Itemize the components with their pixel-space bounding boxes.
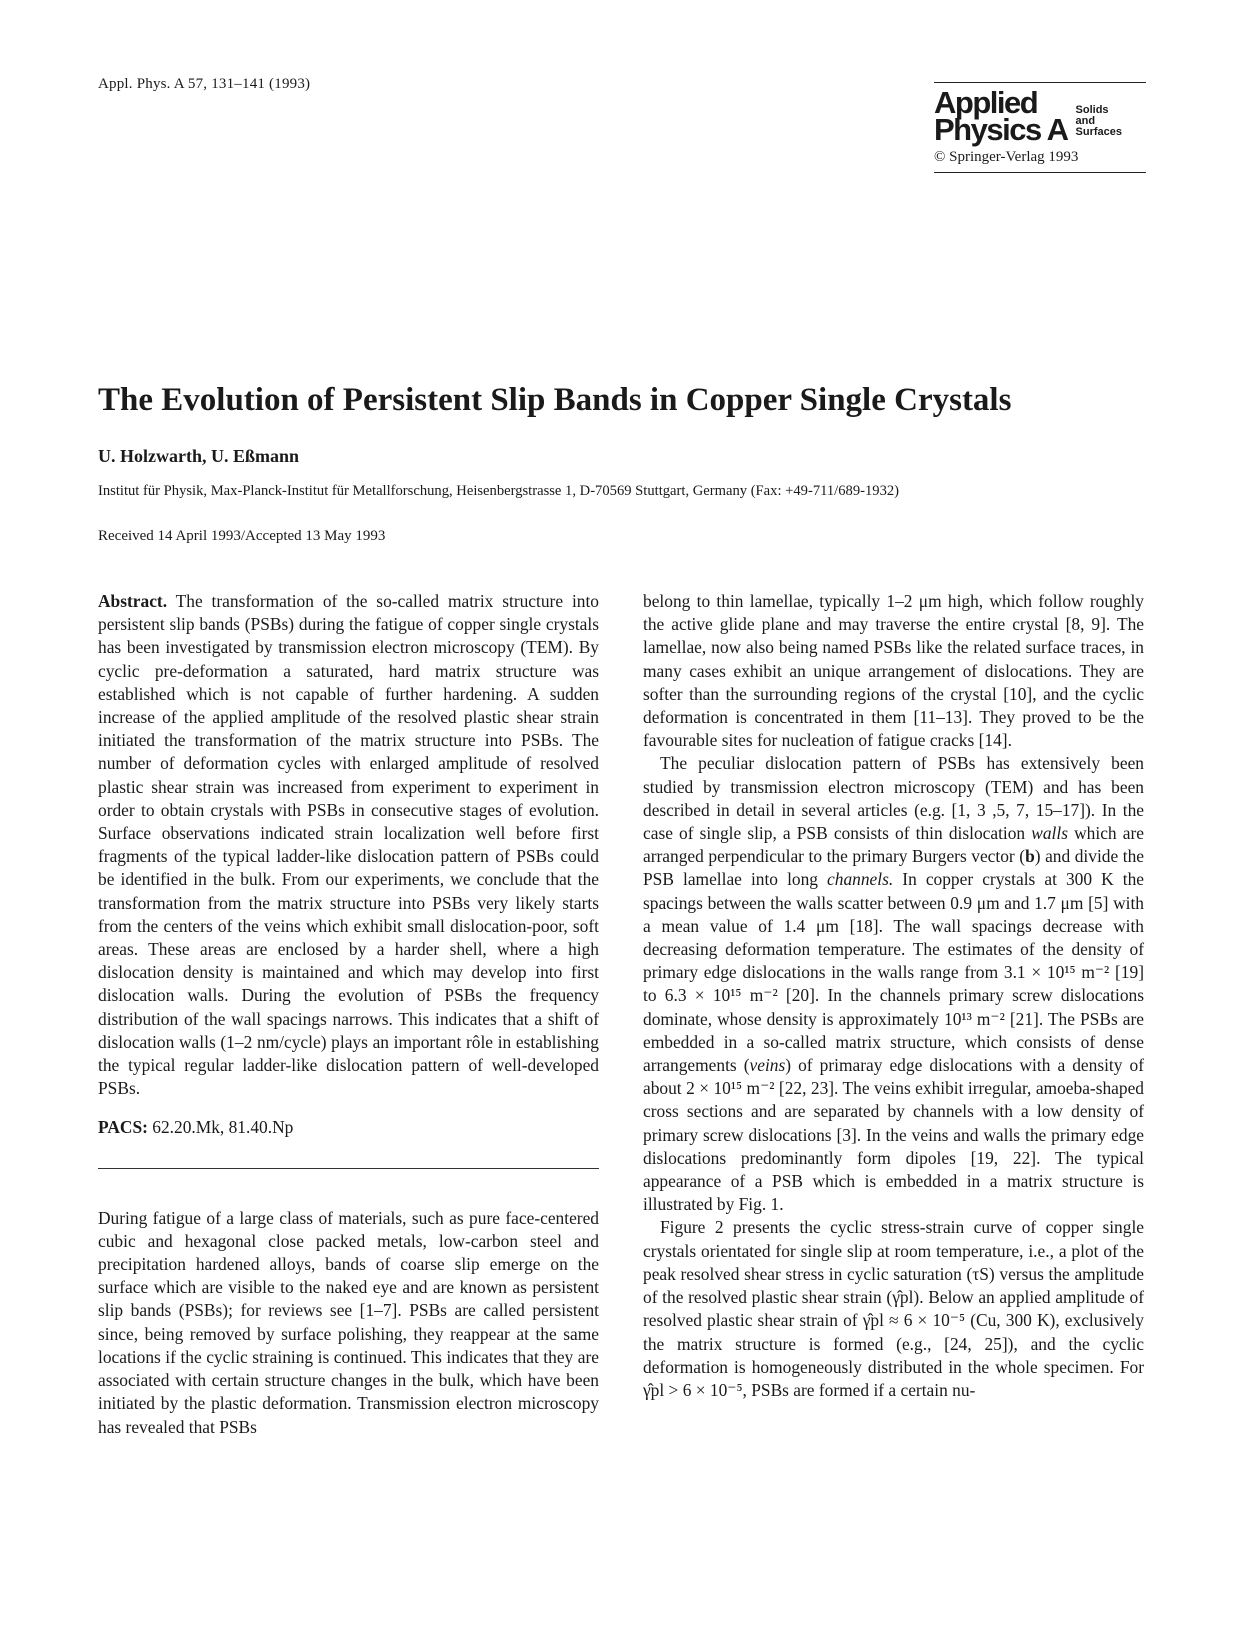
emphasis-walls: walls [1031,823,1068,844]
journal-name [934,85,1068,147]
pacs-text: 62.20.Mk, 81.40.Np [152,1117,294,1138]
right-column [643,590,1144,1402]
paragraph-text: ) and divide the PSB lamellae into long [643,846,1144,890]
received-dates: Received 14 April 1993/Accepted 13 May 1993 [98,528,386,544]
body-paragraph-3: Figure 2 presents the cyclic stress-strain curve of copper single crystals orientated for single slip at room temperature, i.e., a plot of the peak resolved shear stress in cyclic saturation (τS) versus the amplitude of the resolved plastic shear strain (γ̂pl). Below an applied amplitude of resolved plastic shear strain of γ̂pl ≈ 6 × 10⁻⁵ (Cu, 300 K), exclusively the matrix structure is formed (e.g., [24, 25]), and the cyclic deformation is homogeneously distributed in the whole specimen. For γ̂pl > 6 × 10⁻⁵, PSBs are formed if a certain nu- [643,1217,1144,1400]
abstract-text: The transformation of the so-called matrix structure into persistent slip bands (PSBs) during the fatigue of copper single crystals has been investigated by transmission electron microscopy (TEM). By cyclic pre-deformation a saturated, hard matrix structure was established which is not capable of further hardening. A sudden increase of the applied amplitude of the resolved plastic shear strain initiated the transformation of the matrix structure into PSBs. The number of deformation cycles with enlarged amplitude of resolved plastic shear strain was increased from experiment to experiment in order to obtain crystals with PSBs in consecutive stages of evolution. Surface observations indicated strain localization well before first fragments of the typical ladder-like dislocation pattern of PSBs could be identified in the bulk. From our experiments, we conclude that the transformation from the matrix structure into PSBs very likely starts from the centers of the veins which exhibit small dislocation-poor, soft areas. These areas are enclosed by a harder shell, where a high dislocation density is maintained and which may develop into first dislocation walls. During the evolution of PSBs the frequency distribution of the wall spacings narrows. This indicates that a shift of dislocation walls (1–2 nm/cycle) plays an important rôle in establishing the typical regular ladder-like dislocation pattern of well-developed PSBs. [98,591,599,1099]
emphasis-channels: channels. [827,869,894,890]
journal-section-word: and [1075,114,1096,127]
body-paragraph-2 [643,752,1144,1216]
pacs-codes [98,1116,599,1139]
paragraph-text: The peculiar dislocation pattern of PSBs has extensively been studied by transmission electron microscopy (TEM) and has been described in detail in several articles (e.g. [1, 3 ,5, 7, 15–17]). In the case of single slip, a PSB consists of thin dislocation [643,753,1144,844]
paragraph-text: In copper crystals at 300 K the spacings between the walls scatter between 0.9 μm and 1.7 μm [5] with a mean value of 1.4 μm [18]. The wall spacings decrease with decreasing deformation temperature. The estimates of the density of primary edge dislocations in the walls range from 3.1 × 10¹⁵ m⁻² [19] to 6.3 × 10¹⁵ m⁻² [20]. In the channels primary screw dislocations dominate, whose density is approximately 10¹³ m⁻² [21]. The PSBs are embedded in a so-called matrix structure, which consists of dense arrangements ( [643,869,1144,1076]
burgers-vector-symbol: b [1025,846,1035,867]
paragraph-text: ) of primaray edge dislocations with a density of about 2 × 10¹⁵ m⁻² [22, 23]. The veins exhibit irregular, amoeba-shaped cross sections and are separated by channels with a low density of primary screw dislocations [3]. In the veins and walls the primary edge dislocations predominantly form dipoles [19, 22]. The typical appearance of a PSB which is embedded in a matrix structure is illustrated by Fig. 1. [643,1055,1144,1215]
journal-citation: Appl. Phys. A 57, 131–141 (1993) [98,76,311,92]
journal-logo-block [934,82,1146,173]
journal-section-word: Surfaces [1075,125,1123,138]
paper-title: The Evolution of Persistent Slip Bands in Copper Single Crystals [98,382,1012,418]
journal-name-line2: Physics A [934,112,1068,147]
intro-paragraph: During fatigue of a large class of materials, such as pure face-centered cubic and hexagonal close packed metals, low-carbon steel and precipitation hardened alloys, bands of coarse slip emerge on the surface which are visible to the naked eye and are known as persistent slip bands (PSBs); for reviews see [1–7]. PSBs are called persistent since, being removed by surface polishing, they reappear at the same locations if the cyclic straining is continued. This indicates that they are associated with certain structure changes in the bulk, which have been initiated by the plastic deformation. Transmission electron microscopy has revealed that PSBs [98,1207,599,1437]
journal-logo [934,85,1146,147]
journal-section-word: Solids [1075,103,1109,116]
section-divider [98,1168,599,1169]
paragraph-text: which are arranged perpendicular to the primary Burgers vector ( [643,823,1144,867]
abstract-label: Abstract. [98,591,168,611]
copyright-notice: © Springer-Verlag 1993 [934,149,1146,173]
abstract [98,590,599,1100]
pacs-label: PACS: [98,1117,148,1138]
journal-name-line1: Applied [934,85,1038,120]
author-list: U. Holzwarth, U. Eßmann [98,446,300,466]
left-column [98,590,599,1439]
journal-section [1076,95,1122,138]
emphasis-veins: veins [749,1055,786,1076]
body-paragraph-1: belong to thin lamellae, typically 1–2 μm high, which follow roughly the active glide plane and may traverse the entire crystal [8, 9]. The lamellae, now also being named PSBs like the related surface traces, in many cases exhibit an unique arrangement of dislocations. They are softer than the surrounding regions of the crystal [10], and the cyclic deformation is concentrated in them [11–13]. They proved to be the favourable sites for nucleation of fatigue cracks [14]. [643,591,1144,751]
author-affiliation: Institut für Physik, Max-Planck-Institut für Metallforschung, Heisenbergstrasse 1, D-70569 Stuttgart, Germany (Fax: +49-711/689-1932) [98,483,900,499]
